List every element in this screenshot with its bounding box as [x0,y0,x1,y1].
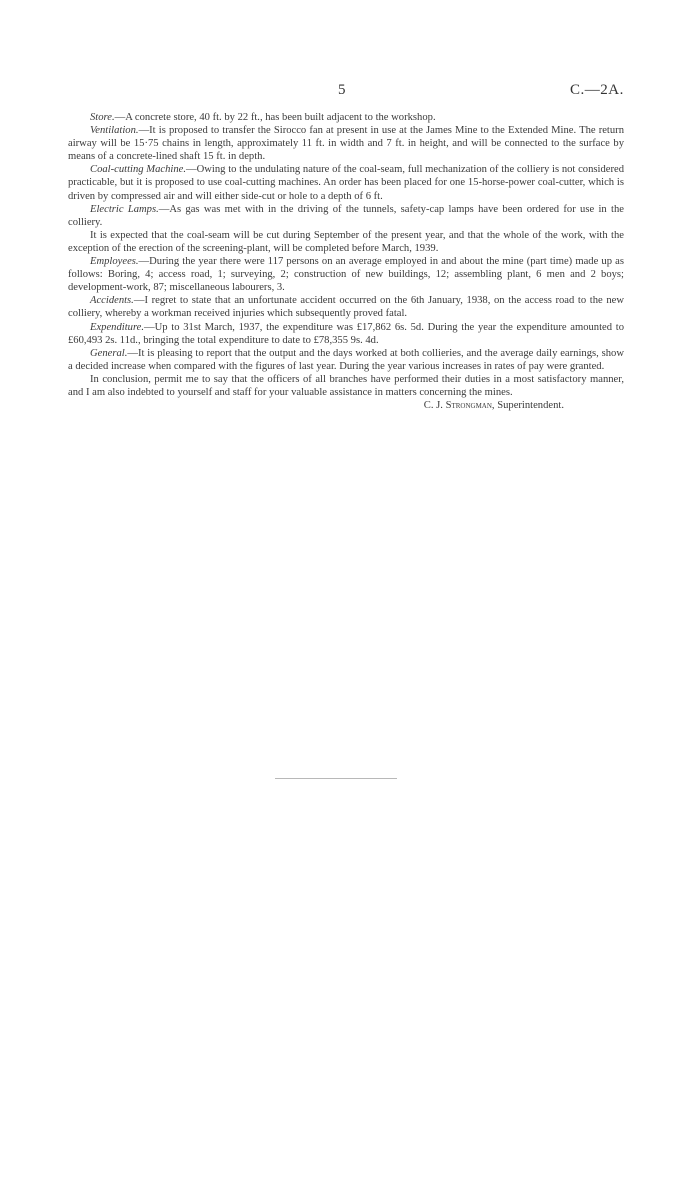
paragraph-heading: Store. [90,112,115,123]
paragraph-text: —During the year there were 117 persons on an average employed in and about the mine (part time) made up as follows: Boring, 4; access road, 1; surveying, 2; construction of new buildings, 12; assembling plant, 6 men and 2 boys; development-work, 87; miscellaneous labourers, 3. [68,256,624,294]
page-number: 5 [338,82,346,98]
paragraph-coal-cutting-machine [68,163,624,202]
paragraph-heading: General. [90,347,128,359]
paragraph-text: —As gas was met with in the driving of the tunnels, safety-cap lamps have been ordered for use in the colliery. [68,203,624,228]
paragraph-completion-expectation [68,229,624,255]
document-reference: C.—2A. [570,82,624,98]
signatory-name: C. J. Strongman [423,400,492,412]
signature [68,399,624,412]
paragraph-accidents [68,294,624,320]
paragraph-heading: Expenditure. [90,321,145,333]
paragraph-heading: Ventilation. [90,125,139,137]
paragraph-store [68,111,624,124]
report-body [68,111,624,412]
paragraph-text: —I regret to state that an unfortunate accident occurred on the 6th January, 1938, on the access road to the new colliery, whereby a workman received injuries which subsequently proved fatal. [68,295,624,320]
signatory-title: , Superintendent. [491,400,564,412]
paragraph-heading: Accidents. [90,295,134,307]
paragraph-conclusion [68,373,624,399]
paragraph-text: —It is proposed to transfer the Sirocco fan at present in use at the James Mine to the Extended Mine. The return airway will be 15·75 chains in length, approximately 11 ft. in width and 7 ft. in height, and will be connected to the surface by means of a concrete-lined shaft 15 ft. in depth. [68,125,624,163]
paragraph-text: It is expected that the coal-seam will be cut during September of the present year, and that the whole of the work, with the exception of the erection of the screening-plant, will be completed before March, 1939. [68,229,624,254]
paragraph-heading: Electric Lamps. [90,203,159,215]
paragraph-heading: Employees. [90,256,139,268]
paragraph-employees [68,255,624,294]
end-divider [275,778,397,779]
paragraph-text: —Owing to the undulating nature of the coal-seam, full mechanization of the colliery is not considered practicable, but it is proposed to use coal-cutting machines. An order has been placed for one 15-horse-power coal-cutter, which is driven by compressed air and will either side-cut or hole to a depth of 6 ft. [68,164,624,202]
paragraph-text: —Up to 31st March, 1937, the expenditure was £17,862 6s. 5d. During the year the expenditure amounted to £60,493 2s. 11d., bringing the total expenditure to date to £78,355 9s. 4d. [68,321,624,346]
paragraph-text: —A concrete store, 40 ft. by 22 ft., has been built adjacent to the workshop. [114,112,436,123]
paragraph-general [68,347,624,373]
paragraph-electric-lamps [68,203,624,229]
paragraph-heading: Coal-cutting Machine. [90,164,187,176]
paragraph-ventilation [68,124,624,163]
paragraph-expenditure [68,321,624,347]
paragraph-text: In conclusion, permit me to say that the officers of all branches have performed their duties in a most satisfactory manner, and I am also indebted to yourself and staff for your valuable assistance in matters concerning the mines. [68,373,624,398]
paragraph-text: —It is pleasing to report that the output and the days worked at both collieries, and the average daily earnings, show a decided increase when compared with the figures of last year. During the year various increases in rates of pay were granted. [68,347,624,372]
